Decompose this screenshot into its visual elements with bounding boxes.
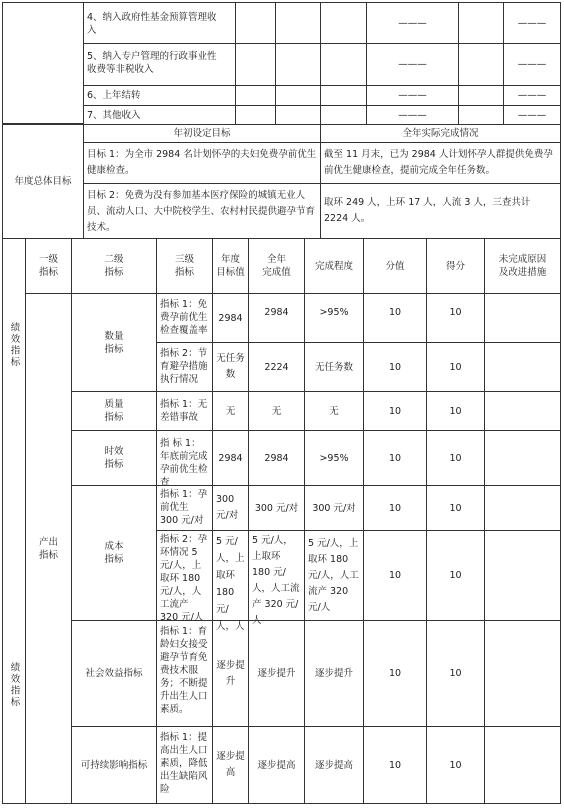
header-level2: 二级 指标 xyxy=(71,238,157,294)
row-8-target: 逐步提高 xyxy=(212,726,249,804)
row-4-level3: 指 标 1：年底前完成孕前优生检查 xyxy=(156,430,213,486)
income-row-7-value-2: ——— xyxy=(503,105,561,125)
income-row-5-cell-c xyxy=(320,43,367,86)
cat-cost: 成本 指标 xyxy=(71,485,157,621)
row-8-level3: 指标 1：提高出生人口素质，降低出生缺陷风险 xyxy=(156,726,213,804)
income-row-4-cell-b xyxy=(275,2,321,44)
cat-timeliness: 时效 指标 xyxy=(71,430,157,486)
row-5-degree: 300 元/对 xyxy=(304,485,364,531)
row-1-actual: 2984 xyxy=(264,306,289,318)
row-2-target: 无任务数 xyxy=(212,342,249,392)
header-got: 得分 xyxy=(426,238,485,294)
perf-side-label-top: 绩效指标 xyxy=(8,322,20,368)
income-row-6-cell-c xyxy=(320,85,367,106)
row-7-got: 10 xyxy=(426,620,485,727)
row-6-degree: 5 元/人，上取环 180 元/人，人工流产 320 元/人 xyxy=(304,530,364,621)
actual-2-text: 取环 249 人，上环 17 人，人流 3 人，三查共计 2224 人。 xyxy=(320,183,561,239)
row-4-score: 10 xyxy=(363,430,427,486)
row-1-score: 10 xyxy=(388,306,402,318)
header-degree: 完成程度 xyxy=(304,238,364,294)
row-2-got: 10 xyxy=(426,342,485,392)
row-5-got: 10 xyxy=(426,485,485,531)
row-2-reason xyxy=(484,342,561,392)
actual-1-text: 截至 11 月末，已为 2984 人计划怀孕人群提供免费孕前优生健康检查，提前完成全年任务数。 xyxy=(320,142,561,184)
income-row-6-cell-d xyxy=(458,85,504,106)
row-7-score: 10 xyxy=(363,620,427,727)
header-target: 年度 目标值 xyxy=(212,238,249,294)
income-row-7-cell-c xyxy=(320,105,367,125)
income-row-5-cell-a xyxy=(235,43,276,86)
row-7-actual: 逐步提升 xyxy=(248,620,305,727)
header-score: 分值 xyxy=(363,238,427,294)
level1-output: 产出 指标 xyxy=(25,293,72,804)
row-3-degree: 无 xyxy=(304,391,364,431)
goal-actual-header: 全年实际完成情况 xyxy=(320,124,561,143)
income-row-6-label: 6、上年结转 xyxy=(83,85,236,106)
income-row-7-cell-a xyxy=(235,105,276,125)
row-8-degree: 逐步提高 xyxy=(304,726,364,804)
annual-goal-section-label: 年度总体目标 xyxy=(2,124,84,239)
row-6-score: 10 xyxy=(363,530,427,621)
row-4-degree: >95% xyxy=(304,430,364,486)
perf-side-label-bottom: 绩效指标 xyxy=(8,662,20,708)
row-5-score: 10 xyxy=(363,485,427,531)
income-row-6-value-2: ——— xyxy=(503,85,561,106)
row-8-reason xyxy=(484,726,561,804)
left-blank-top xyxy=(2,2,84,124)
row-3-reason xyxy=(484,391,561,431)
row-1-target: 2984 xyxy=(212,293,249,343)
row-8-actual: 逐步提高 xyxy=(248,726,305,804)
income-row-4-label: 4、纳入政府性基金预算管理收 入 xyxy=(83,2,236,44)
row-5-actual: 300 元/对 xyxy=(248,485,305,531)
income-row-7-value-1: ——— xyxy=(366,105,459,125)
header-actual: 全年 完成值 xyxy=(248,238,305,294)
income-row-5-value-2: ——— xyxy=(503,43,561,86)
row-7-target: 逐步提升 xyxy=(212,620,249,727)
cat-quality: 质量 指标 xyxy=(71,391,157,431)
row-2-actual: 2224 xyxy=(248,342,305,392)
row-6-level3: 指标 2：孕环情况 5 元/人，上取环 180 元/人，人工流产 320 元/人 xyxy=(156,530,213,621)
income-row-4-cell-a xyxy=(235,2,276,44)
row-8-score: 10 xyxy=(363,726,427,804)
row-3-score: 10 xyxy=(363,391,427,431)
goal-initial-header: 年初设定目标 xyxy=(83,124,321,143)
income-row-4-cell-c xyxy=(320,2,367,44)
row-5-level3: 指标 1：孕前优生 300 元/对 xyxy=(156,485,213,531)
row-8-got: 10 xyxy=(426,726,485,804)
row-6-reason xyxy=(484,530,561,621)
income-row-5-cell-b xyxy=(275,43,321,86)
income-row-4-cell-d xyxy=(458,2,504,44)
income-row-5-label: 5、纳入专户管理的行政事业性 收费等非税收入 xyxy=(83,43,236,86)
row-4-reason xyxy=(484,430,561,486)
income-row-5-value-1: ——— xyxy=(366,43,459,86)
income-row-7-cell-d xyxy=(458,105,504,125)
row-6-target: 5 元/人，上取环 180 元/人，人 xyxy=(212,530,249,621)
row-1-reason xyxy=(484,293,561,343)
row-6-got: 10 xyxy=(426,530,485,621)
row-2-degree: 无任务数 xyxy=(304,342,364,392)
row-4-actual: 2984 xyxy=(248,430,305,486)
row-3-actual: 无 xyxy=(248,391,305,431)
row-4-target: 2984 xyxy=(212,430,249,486)
row-7-reason xyxy=(484,620,561,727)
income-row-6-value-1: ——— xyxy=(366,85,459,106)
income-row-4-value-2: ——— xyxy=(503,2,561,44)
row-5-target: 300 元/对 xyxy=(212,485,249,531)
cat-social: 社会效益指标 xyxy=(71,620,157,727)
income-row-4-value-1: ——— xyxy=(366,2,459,44)
row-3-got: 10 xyxy=(426,391,485,431)
income-row-7-cell-b xyxy=(275,105,321,125)
row-3-level3: 指标 1：无差错事故 xyxy=(156,391,213,431)
cat-sustain: 可持续影响指标 xyxy=(71,726,157,804)
income-row-7-label: 7、其他收入 xyxy=(83,105,236,125)
row-3-target: 无 xyxy=(212,391,249,431)
row-1-got: 10 xyxy=(449,306,462,318)
row-1-level3: 指标 1：免费孕前优生检查覆盖率 xyxy=(156,293,213,343)
row-2-level3: 指标 2：节育避孕措施执行情况 xyxy=(156,342,213,392)
income-row-6-cell-a xyxy=(235,85,276,106)
row-2-score: 10 xyxy=(363,342,427,392)
header-level1: 一级 指标 xyxy=(25,238,72,294)
cat-quantity: 数量 指标 xyxy=(71,293,157,392)
goal-1-text: 目标 1：为全市 2984 名计划怀孕的夫妇免费孕前优生健康检查。 xyxy=(83,142,321,184)
row-5-reason xyxy=(484,485,561,531)
row-7-level3: 指标 1：育龄妇女接受避孕节育免费技术服务；不断提升出生人口素质。 xyxy=(156,620,213,727)
income-row-5-cell-d xyxy=(458,43,504,86)
header-reason: 未完成原因 及改进措施 xyxy=(484,238,561,294)
row-1-degree: >95% xyxy=(319,306,349,318)
row-6-actual: 5 元/人，上取环 180 元/人，人工流产 320 元/人 xyxy=(248,530,305,621)
income-row-6-cell-b xyxy=(275,85,321,106)
row-7-degree: 逐步提升 xyxy=(304,620,364,727)
row-4-got: 10 xyxy=(426,430,485,486)
header-level3: 三级 指标 xyxy=(156,238,213,294)
goal-2-text: 目标 2：免费为没有参加基本医疗保险的城镇无业人员、流动人口、大中院校学生、农村村民提供避孕节育技术。 xyxy=(83,183,321,239)
